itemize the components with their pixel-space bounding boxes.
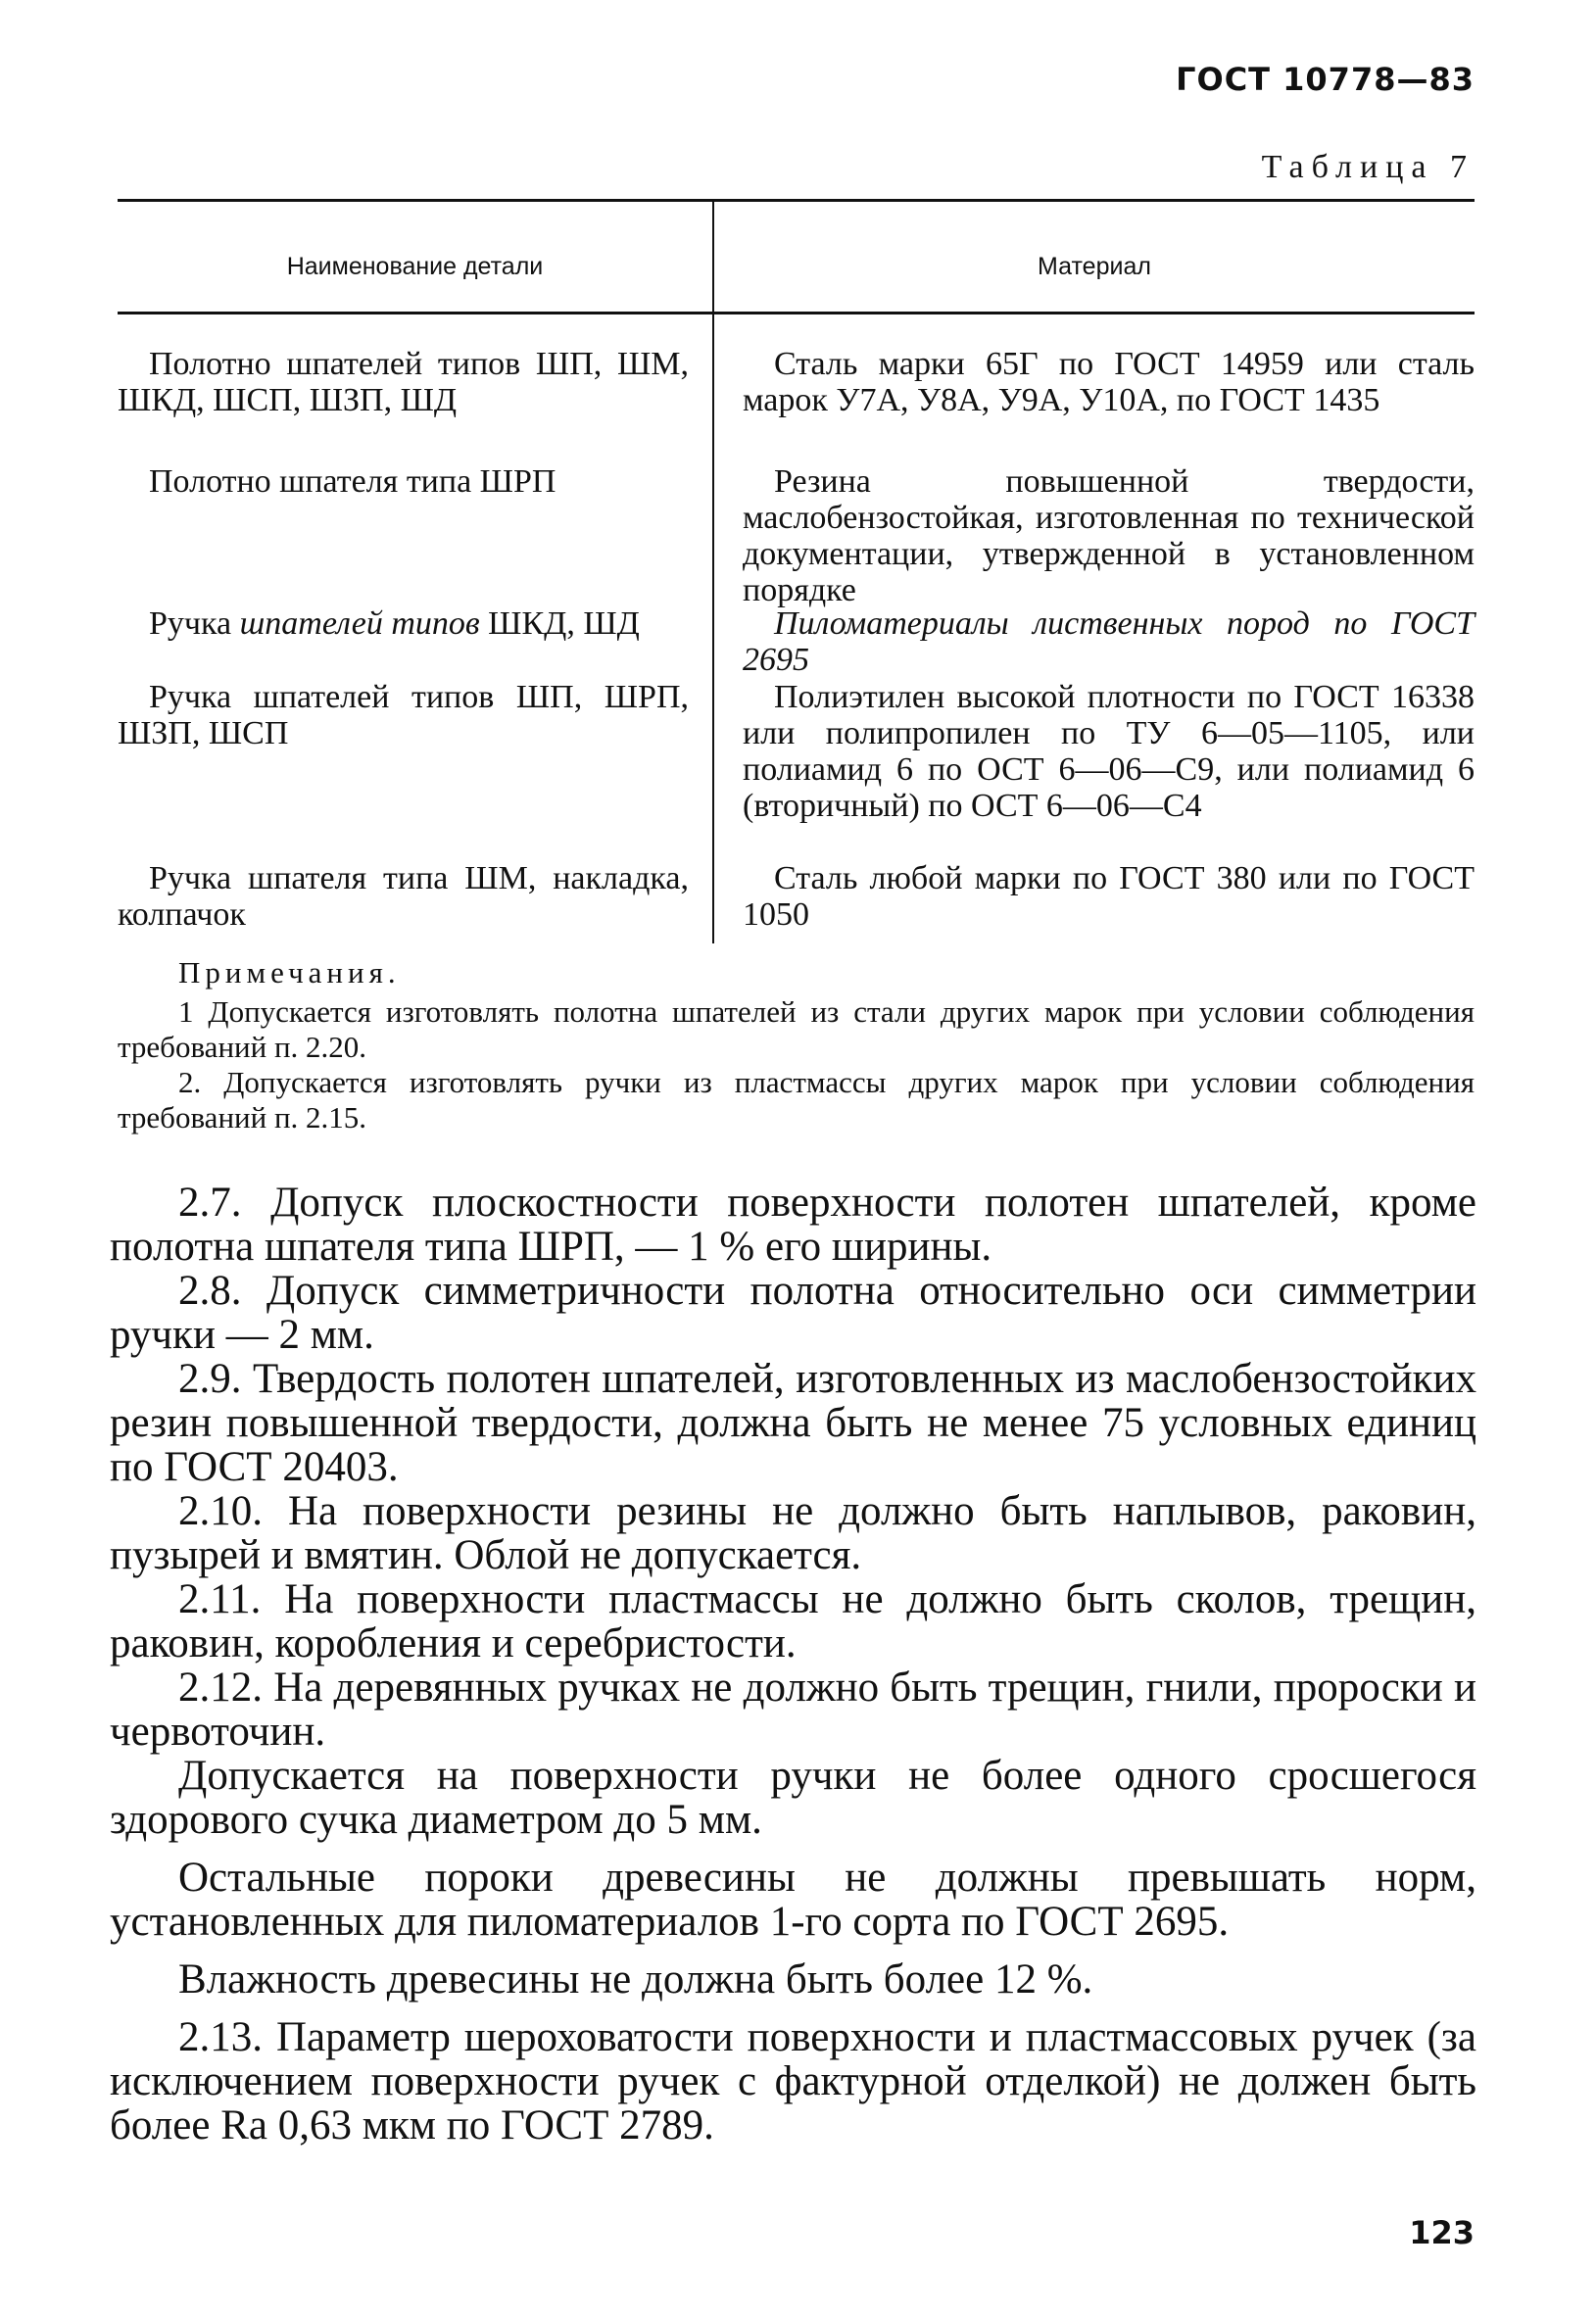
- column-separator: [712, 199, 714, 943]
- table-cell-part-name: Ручка шпателей типов ШП, ШРП, ШЗП, ШСП: [118, 679, 689, 751]
- table-cell-part-name: Ручка шпателя типа ШМ, накладка, колпачок: [118, 860, 689, 933]
- part-name-suffix: ШКД, ШД: [488, 605, 640, 642]
- table-top-rule: [118, 199, 1475, 202]
- table-cell-part-name: [118, 605, 689, 642]
- paragraph-2-8: 2.8. Допуск симметричности полотна относительно оси симметрии ручки — 2 мм.: [110, 1268, 1476, 1358]
- paragraph-knots: Допускается на поверхности ручки не более одного сросшегося здорового сучка диаметром до 5 мм.: [110, 1753, 1476, 1843]
- table-cell-material: Полиэтилен высокой плотности по ГОСТ 16338 или полипропилен по ТУ 6—05—1105, или полиамид 6 по ОСТ 6—06—С9, или полиамид 6 (вторичный) по ОСТ 6—06—С4: [743, 679, 1475, 824]
- paragraph-2-7: 2.7. Допуск плоскостности поверхности полотен шпателей, кроме полотна шпателя типа ШРП, — 1 % его ширины.: [110, 1180, 1476, 1270]
- table-label: Таблица 7: [1261, 149, 1475, 185]
- table-cell-material: Сталь марки 65Г по ГОСТ 14959 или сталь марок У7А, У8А, У9А, У10А, по ГОСТ 1435: [743, 346, 1475, 418]
- table-header-rule: [118, 312, 1475, 314]
- material-text: Пиломатериалы лиственных пород по ГОСТ 2695: [743, 605, 1475, 678]
- document-code: ГОСТ 10778—83: [1176, 61, 1475, 98]
- paragraph-2-10: 2.10. На поверхности резины не должно быть наплывов, раковин, пузырей и вмятин. Облой не допускается.: [110, 1488, 1476, 1578]
- part-name-prefix: Ручка: [149, 605, 232, 642]
- column-header-material: Материал: [1038, 253, 1151, 280]
- paragraph-2-12: 2.12. На деревянных ручках не должно быть трещин, гнили, пророски и червоточин.: [110, 1665, 1476, 1755]
- note-item: 2. Допускается изготовлять ручки из пластмассы других марок при условии соблюдения требований п. 2.15.: [118, 1065, 1475, 1134]
- paragraph-2-13: 2.13. Параметр шероховатости поверхности и пластмассовых ручек (за исключением поверхности ручек с фактурной отделкой) не должен быть более Ra 0,63 мкм по ГОСТ 2789.: [110, 2014, 1476, 2148]
- table-cell-part-name: Полотно шпателей типов ШП, ШМ, ШКД, ШСП, ШЗП, ШД: [118, 346, 689, 418]
- paragraph-defects: Остальные пороки древесины не должны превышать норм, установленных для пиломатериалов 1-го сорта по ГОСТ 2695.: [110, 1855, 1476, 1945]
- table-cell-material: Сталь любой марки по ГОСТ 380 или по ГОСТ 1050: [743, 860, 1475, 933]
- paragraph-moisture: Влажность древесины не должна быть более 12 %.: [178, 1956, 1093, 2003]
- table-notes: [118, 955, 1475, 1135]
- paragraph-2-11: 2.11. На поверхности пластмассы не должно быть сколов, трещин, раковин, коробления и серебристости.: [110, 1576, 1476, 1666]
- column-header-part-name: Наименование детали: [286, 253, 544, 280]
- notes-title: Примечания.: [178, 955, 401, 990]
- paragraph-2-9: 2.9. Твердость полотен шпателей, изготовленных из маслобензостойких резин повышенной твердости, должна быть не менее 75 условных единиц по ГОСТ 20403.: [110, 1356, 1476, 1490]
- table-cell-part-name: Полотно шпателя типа ШРП: [149, 463, 556, 500]
- part-name-italic: шпателей типов: [239, 605, 480, 642]
- table-cell-material: [743, 605, 1475, 678]
- table-cell-material: Резина повышенной твердости, маслобензостойкая, изготовленная по технической документации, утвержденной в установленном порядке: [743, 463, 1475, 608]
- body-text: [110, 1181, 1476, 2148]
- page-number: 123: [1409, 2214, 1475, 2251]
- note-item: 1 Допускается изготовлять полотна шпателей из стали других марок при условии соблюдения требований п. 2.20.: [118, 994, 1475, 1064]
